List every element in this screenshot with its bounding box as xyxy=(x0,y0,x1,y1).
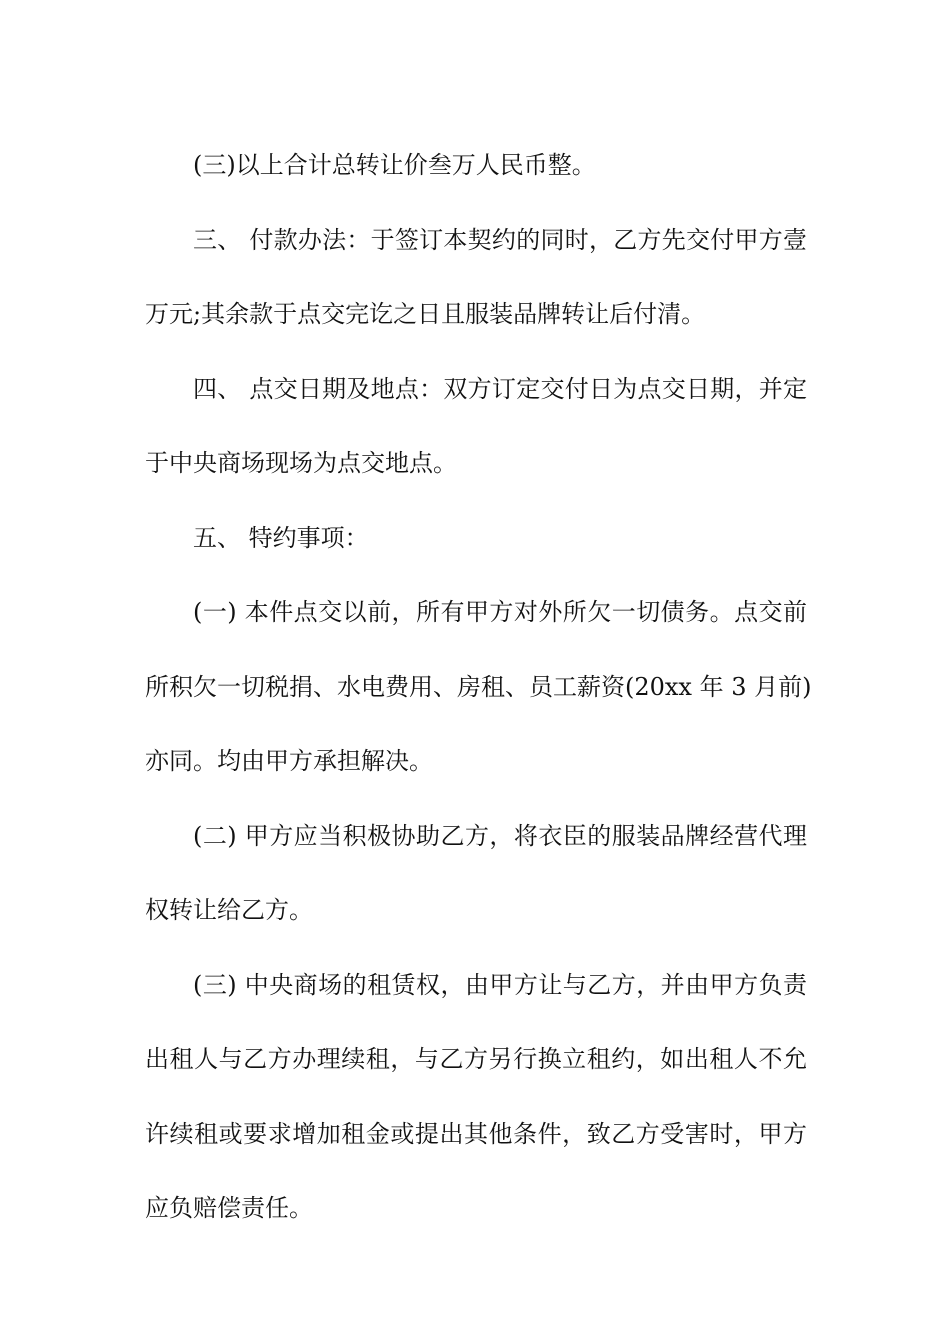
paragraph-term-2: (二) 甲方应当积极协助乙方，将衣臣的服装品牌经营代理 xyxy=(193,821,807,850)
heading-special-terms: 五、 特约事项： xyxy=(193,523,369,552)
paragraph-handover-date: 四、 点交日期及地点：双方订定交付日为点交日期，并定 xyxy=(193,374,807,403)
paragraph-total-price: (三)以上合计总转让价叁万人民币整。 xyxy=(193,151,596,179)
paragraph-term-3-cont: 出租人与乙方办理续租，与乙方另行换立租约，如出租人不允 xyxy=(145,1045,807,1073)
paragraph-payment-method-cont: 万元;其余款于点交完讫之日且服装品牌转让后付清。 xyxy=(145,300,706,328)
paragraph-term-3: (三) 中央商场的租赁权，由甲方让与乙方，并由甲方负责 xyxy=(193,970,807,999)
paragraph-term-3-cont-2: 许续租或要求增加租金或提出其他条件，致乙方受害时，甲方 xyxy=(145,1119,807,1148)
paragraph-term-2-end: 权转让给乙方。 xyxy=(145,896,313,924)
paragraph-term-1-end: 亦同。均由甲方承担解决。 xyxy=(145,747,433,775)
paragraph-term-1: (一) 本件点交以前，所有甲方对外所欠一切债务。点交前 xyxy=(193,598,807,626)
paragraph-term-3-end: 应负赔偿责任。 xyxy=(145,1194,313,1222)
paragraph-term-1-cont: 所积欠一切税捐、水电费用、房租、员工薪资(20xx 年 3 月前) xyxy=(145,672,812,701)
document-body xyxy=(145,128,812,1246)
paragraph-payment-method: 三、 付款办法：于签订本契约的同时，乙方先交付甲方壹 xyxy=(193,225,807,254)
paragraph-handover-date-cont: 于中央商场现场为点交地点。 xyxy=(145,449,457,477)
